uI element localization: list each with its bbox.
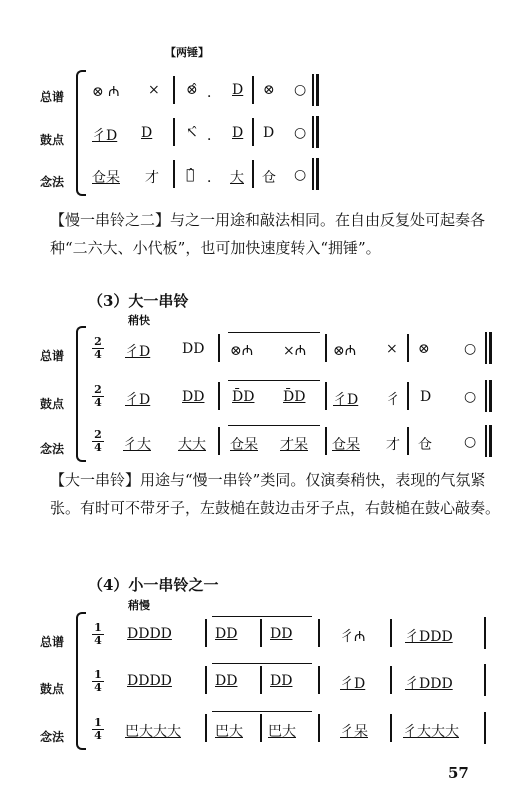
time-signature: 2 4: [92, 429, 104, 454]
barline: [252, 160, 254, 188]
barline: [390, 619, 392, 647]
s1-r2-c5: 仓: [262, 170, 276, 186]
barline: [318, 666, 320, 694]
s4-r2-c1: 巴大: [215, 724, 243, 740]
barline: [205, 714, 207, 742]
s3-r0-c6: ⊗: [418, 341, 430, 357]
time-signature: 1 4: [92, 669, 104, 694]
s3-r0-c3: ×₼: [283, 343, 307, 359]
barline: [205, 666, 207, 694]
final-barline: [489, 332, 492, 364]
s4-r0-c2: DD: [270, 626, 293, 642]
s1-r2-c0: 仓呆: [92, 170, 120, 186]
final-barline: [316, 74, 319, 106]
s1-r2-c3: ．: [207, 170, 221, 186]
barline: [312, 74, 314, 106]
row-label-nianfa: 念法: [40, 175, 65, 189]
row-label-zongpu: 总谱: [40, 349, 65, 363]
s3-r2-c6: 仓: [418, 437, 432, 453]
s1-r0-c4: D: [232, 82, 244, 98]
time-signature: 1 4: [92, 622, 104, 647]
barline: [485, 425, 487, 457]
barline: [312, 116, 314, 148]
barline: [260, 619, 262, 647]
s3-r2-c1: 大大: [178, 437, 206, 453]
s1-r2-c6: ○: [294, 167, 307, 183]
barline: [218, 334, 220, 362]
s1-r2-c2: 仓̂: [186, 167, 195, 183]
s1-r1-c3: ．: [207, 128, 221, 144]
barline: [218, 382, 220, 410]
barline: [484, 712, 486, 744]
barline: [260, 714, 262, 742]
s4-r0-c0: DDDD: [127, 626, 172, 642]
s1-r0-c1: ×: [148, 82, 160, 98]
barline: [390, 666, 392, 694]
slur: [212, 616, 312, 623]
s3-r1-c0: 彳D: [125, 392, 151, 408]
section3-heading: （3）大一串铃: [88, 292, 189, 310]
s3-r2-c2: 仓呆: [230, 437, 258, 453]
barline: [325, 382, 327, 410]
s3-r1-c3: D̄D: [283, 389, 306, 405]
final-barline: [489, 425, 492, 457]
barline: [312, 158, 314, 190]
time-signature: 2 4: [92, 336, 104, 361]
barline: [407, 334, 409, 362]
barline: [260, 666, 262, 694]
s4-r0-c1: DD: [215, 626, 238, 642]
s3-r1-c5: 彳: [386, 392, 400, 408]
s1-r1-c5: D: [263, 125, 275, 141]
barline: [318, 714, 320, 742]
section4-heading: （4）小一串铃之一: [88, 576, 219, 594]
barline: [252, 76, 254, 104]
s1-r0-c2: ⊗̂: [186, 82, 198, 98]
s3-r2-c3: 才呆: [280, 437, 308, 453]
s3-r2-c7: ○: [464, 434, 477, 450]
barline: [205, 619, 207, 647]
barline: [325, 427, 327, 455]
barline: [318, 619, 320, 647]
s3-r2-c4: 仓呆: [332, 437, 360, 453]
s1-r2-c1: 才: [145, 170, 159, 186]
row-label-gudian: 鼓点: [40, 133, 65, 147]
s3-r2-c5: 才: [386, 437, 400, 453]
row-label-nianfa: 念法: [40, 730, 65, 744]
system1-brace: [76, 70, 86, 196]
s1-r0-c3: ．: [207, 85, 221, 101]
final-barline: [316, 116, 319, 148]
row-label-gudian: 鼓点: [40, 682, 65, 696]
final-barline: [316, 158, 319, 190]
s4-r0-c3: 彳₼: [340, 629, 366, 645]
s3-r1-c4: 彳D: [333, 392, 359, 408]
slur: [212, 711, 312, 718]
barline: [407, 382, 409, 410]
s4-r2-c0: 巴大大大: [125, 724, 181, 740]
s4-r1-c0: DDDD: [127, 673, 172, 689]
s1-r1-c6: ○: [294, 125, 307, 141]
barline: [484, 664, 486, 696]
s3-r0-c1: DD: [182, 341, 205, 357]
system4-brace: [76, 612, 86, 750]
s4-r2-c3: 彳呆: [340, 724, 368, 740]
paragraph-1: 【慢一串铃之二】与之一用途和敲法相同。在自由反复处可起奏各种“二六大、小代板”，也可加快速度转入“拥锤”。: [50, 211, 486, 257]
barline: [252, 118, 254, 146]
s3-r2-c0: 彳大: [123, 437, 151, 453]
slur: [228, 380, 320, 387]
s4-r1-c1: DD: [215, 673, 238, 689]
s4-r0-c4: 彳DDD: [405, 629, 453, 645]
s3-r1-c2: D̄D: [232, 389, 255, 405]
slur: [228, 425, 320, 432]
page-number: 57: [448, 764, 469, 782]
s1-r0-c5: ⊗: [263, 82, 275, 98]
s3-r0-c5: ×: [386, 341, 398, 357]
s4-r2-c2: 巴大: [268, 724, 296, 740]
final-barline: [489, 380, 492, 412]
s3-r0-c0: 彳D: [125, 344, 151, 360]
barline: [173, 76, 175, 104]
barline: [173, 160, 175, 188]
barline: [484, 617, 486, 649]
paragraph-2: 【大一串铃】用途与“慢一串铃”类同。仅演奏稍快，表现的气氛紧张。有时可不带牙子，左鼓槌在鼓边击牙子点，右鼓槌在鼓心敲奏。: [50, 471, 501, 517]
s1-r1-c0: 彳D: [92, 128, 118, 144]
row-label-zongpu: 总谱: [40, 90, 65, 104]
row-label-gudian: 鼓点: [40, 397, 65, 411]
s4-r2-c4: 彳大大大: [403, 724, 459, 740]
system3-brace: [76, 326, 86, 462]
s3-r0-c2: ⊗₼: [230, 343, 254, 359]
section3-tempo: 稍快: [128, 314, 150, 327]
s1-r0-c6: ○: [294, 82, 307, 98]
s4-r1-c4: 彳DDD: [405, 676, 453, 692]
s3-r1-c7: ○: [464, 389, 477, 405]
time-signature: 1 4: [92, 717, 104, 742]
s3-r1-c1: DD: [182, 389, 205, 405]
s4-r1-c2: DD: [270, 673, 293, 689]
time-signature: 2 4: [92, 384, 104, 409]
s3-r1-c6: D: [420, 389, 432, 405]
barline: [485, 380, 487, 412]
s1-r2-c4: 大: [230, 170, 244, 186]
barline: [218, 427, 220, 455]
s3-r0-c4: ⊗₼: [333, 343, 357, 359]
barline: [485, 332, 487, 364]
s1-r1-c4: D: [232, 125, 244, 141]
row-label-zongpu: 总谱: [40, 635, 65, 649]
barline: [325, 334, 327, 362]
s1-r1-c1: D: [141, 125, 153, 141]
s1-r0-c0: ⊗ ₼: [92, 84, 120, 100]
s4-r1-c3: 彳D: [340, 676, 366, 692]
s1-r1-c2: ↖̂: [186, 125, 198, 141]
slur: [228, 332, 320, 339]
row-label-nianfa: 念法: [40, 442, 65, 456]
section1-bracket-label: 【两锤】: [165, 46, 209, 59]
barline: [173, 118, 175, 146]
s3-r0-c7: ○: [464, 341, 477, 357]
section4-tempo: 稍慢: [128, 599, 150, 612]
barline: [407, 427, 409, 455]
slur: [212, 663, 312, 670]
barline: [390, 714, 392, 742]
